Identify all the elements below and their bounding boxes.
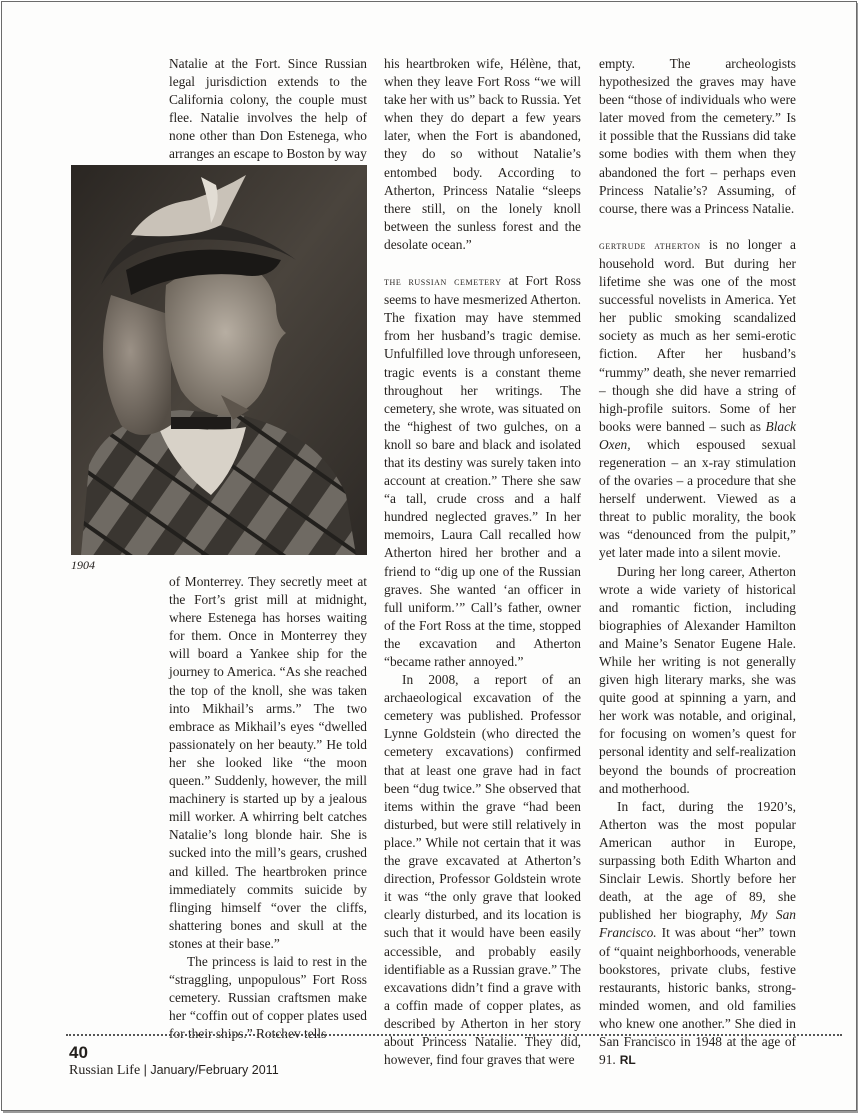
paragraph: of Monterrey. They secretly meet at the Fort’s grist mill at midnight, where Estenega has horses waiting for them. Once in Monterrey they will board a Yankee ship for the journey to America. “As she reached the top of the knoll, she was taken into Mikhail’s arms.” The two embrace as Mikhail’s eyes “dwelled passionately on her beauty.” He told her she looked like “the moon queen.” Suddenly, however, the mill machinery is started up by a jealous mill worker. A whirring belt catches Natalie’s long blonde hair. She is sucked into the mill’s gears, crushed and killed. The heartbroken prince immediately commits suicide by flinging himself “over the cliffs, shattering bones and skull at the stones at their base.”: [169, 574, 367, 951]
paragraph: During her long career, Atherton wrote a wide variety of historical and romantic fiction, including biographies of Alexander Hamilton and Maine’s Senator Eugene Hale. While her writing is not generally given high literary marks, she was quite good at spinning a yarn, and her work was notable, and original, for focusing on women’s quest for personal identity and self-realization beyond the bounds of procreation and motherhood.: [599, 563, 796, 796]
column-2: [384, 55, 581, 1069]
column-3: [599, 55, 796, 1069]
magazine-name: Russian Life: [69, 1063, 141, 1078]
section-lead-in: the russian cemetery: [384, 276, 502, 289]
paragraph-text: It was about “her” town of “quaint neighborhoods, venerable bookstores, private clubs, festive restaurants, historic banks, strong-minded women, and old families who knew one another.” She died in San Francisco in 1948 at the age of 91.: [599, 925, 796, 1068]
paragraph: The princess is laid to rest in the “straggling, unpopulous” Fort Ross cemetery. Russian craftsmen make her “coffin out of copper plates used for their ships.” Rotchev tells: [169, 953, 367, 1042]
section-lead-in: gertrude atherton: [599, 239, 701, 252]
paragraph: his heartbroken wife, Hélène, that, when they leave Fort Ross “we will take her with us” back to Russia. Yet when they do depart a few years later, when the Fort is abandoned, they do so without Natalie’s entombed body. According to Atherton, Princess Natalie “sleeps there still, on the lonely knoll between the sunless forest and the desolate ocean.”: [384, 56, 581, 252]
photo-caption: 1904: [71, 558, 95, 572]
column-1-top: [169, 55, 367, 164]
book-title: My San Francisco.: [599, 907, 796, 941]
page-number: 40: [69, 1043, 88, 1062]
paragraph: Natalie at the Fort. Since Russian legal jurisdiction extends to the California colony, the couple must flee. Natalie involves the help of none other than Don Estenega, who arranges an escape to Boston by way: [169, 56, 367, 162]
book-title: Black Oxen,: [599, 418, 796, 452]
paragraph: [599, 798, 796, 1069]
issue-date: | January/February 2011: [140, 1063, 279, 1077]
paragraph-text: is no longer a household word. But during her lifetime she was one of the most successful novelists in America. Yet her public smoking scandalized society as much as her semi-erotic fiction. After her husband’s “rummy” death, she never remarried – though she did have a string of high-profile suitors. Some of her books were banned – such as: [599, 236, 796, 434]
paragraph-text: at Fort Ross seems to have mesmerized Atherton. The fixation may have stemmed from her husband’s tragic demise. Unfulfilled love through unforeseen, tragic events is a constant theme throughout her writings. The cemetery, she wrote, was situated on the “highest of two gulches, on a knoll so bare and black and isolated that its destiny was surely taken into account at creation.” There she saw “a tall, crude cross and a half hundred neglected graves.” In her memoirs, Laura Call recalled how Atherton hired her brother and a friend to “dig up one of the Russian graves. She wanted ‘an officer in full uniform.’” Call’s father, owner of the Fort Ross at the time, stopped the excavation and Atherton “became rather annoyed.”: [384, 273, 582, 669]
paragraph: [599, 236, 796, 563]
paragraph-text: In fact, during the 1920’s, Atherton was the most popular American author in Europe, surpassing both Edith Wharton and Sinclair Lewis. Shortly before her death, at the age of 89, she published her biography,: [599, 798, 796, 923]
portrait-photo: [71, 165, 367, 555]
magazine-page: [1, 1, 857, 1111]
paragraph-text: which espoused sexual regeneration – an x-ray stimulation of the ovaries – a procedure that she herself underwent. Viewed as a threat to public morality, the book was “denounced from the pulpit,” yet later made into a silent movie.: [599, 436, 796, 561]
paragraph: empty. The archeologists hypothesized the graves may have been “those of individuals who were later moved from the cemetery.” Is it possible that the Russians did take some bodies with them when they abandoned the fort – perhaps even Princess Natalie’s? Assuming, of course, there was a Princess Natalie.: [599, 56, 796, 216]
end-mark: RL: [619, 1053, 636, 1068]
column-1-bottom: [169, 573, 367, 1043]
paragraph: In 2008, a report of an archaeological excavation of the cemetery was published. Professor Lynne Goldstein (who directed the cemetery excavations) confirmed that at least one grave had in fact been “dug twice.” She observed that items within the grave “had been disturbed, but were still relatively in place.” While not certain that it was the grave excavated at Atherton’s direction, Professor Goldstein wrote it was “the only grave that looked clearly disturbed, and its location is such that it would have been easily accessible, and probably easily identifiable as a Russian grave.” The excavations didn’t find a grave with a coffin made of copper plates, as described by Atherton in her story about Princess Natalie. They did, however, find four graves that were: [384, 672, 581, 1068]
footer-divider: [66, 1034, 842, 1036]
footer-credit: [69, 1063, 279, 1079]
paragraph: [384, 272, 581, 671]
